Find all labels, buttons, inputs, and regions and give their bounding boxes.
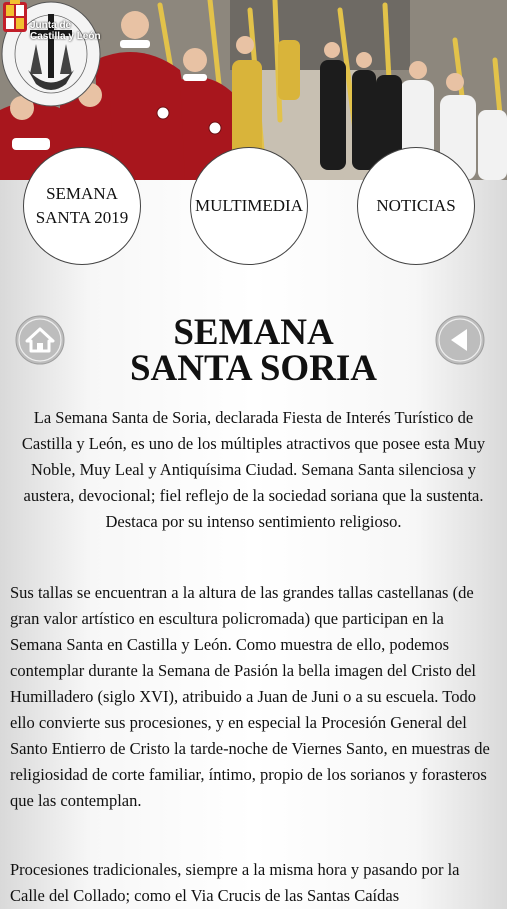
nav-multimedia-button[interactable] <box>190 147 308 265</box>
nav-noticias-button[interactable] <box>357 147 475 265</box>
nav-item-2-label: MULTIMEDIA <box>195 196 303 215</box>
tallas-paragraph: Sus tallas se encuentran a la altura de las grandes tallas castellanas (de gran valor artístico en escultura policromada) que participan en la Semana Santa en Castilla y León. Como muestra de ello, podemos contemplar durante la Semana de Pasión la bella imagen del Cristo del Humilladero (siglo XVI), atribuido a Juan de Juni o a su escuela. Todo ello convierte sus procesiones, y en especial la Procesión General del Santo Entierro de Cristo la tarde-noche de Viernes Santo, en muestras de religiosidad de corte familiar, íntimo, propio de los sorianos y forasteros que las contemplan. <box>10 583 490 810</box>
junta-castilla-leon-text <box>30 20 101 42</box>
nav-item-1-line-1: SEMANA <box>46 184 118 203</box>
intro-paragraph: La Semana Santa de Soria, declarada Fiesta de Interés Turístico de Castilla y León, es uno de los múltiples atractivos que posee esta Muy Noble, Muy Leal y Antiquísima Ciudad. Semana Santa silenciosa y austera, devocional; fiel reflejo de la sociedad soriana que la sustenta. Destaca por su intenso sentimiento religioso. <box>21 408 486 531</box>
nav-semana-santa-2019-button[interactable] <box>23 147 141 265</box>
page-title <box>60 312 447 389</box>
procesiones-paragraph: Procesiones tradicionales, siempre a la misma hora y pasando por la Calle del Collado; como el Via Crucis de las Santas Caídas <box>10 860 460 905</box>
nav-item-3-label: NOTICIAS <box>376 196 456 215</box>
nav-item-1-line-2: SANTA 2019 <box>35 208 129 227</box>
jcyl-line-2: Castilla y León <box>30 31 101 42</box>
jcyl-line-1: Junta de <box>30 20 72 31</box>
title-line-1: SEMANA <box>173 312 334 353</box>
home-icon[interactable] <box>14 314 66 366</box>
title-line-2: SANTA SORIA <box>129 348 378 389</box>
